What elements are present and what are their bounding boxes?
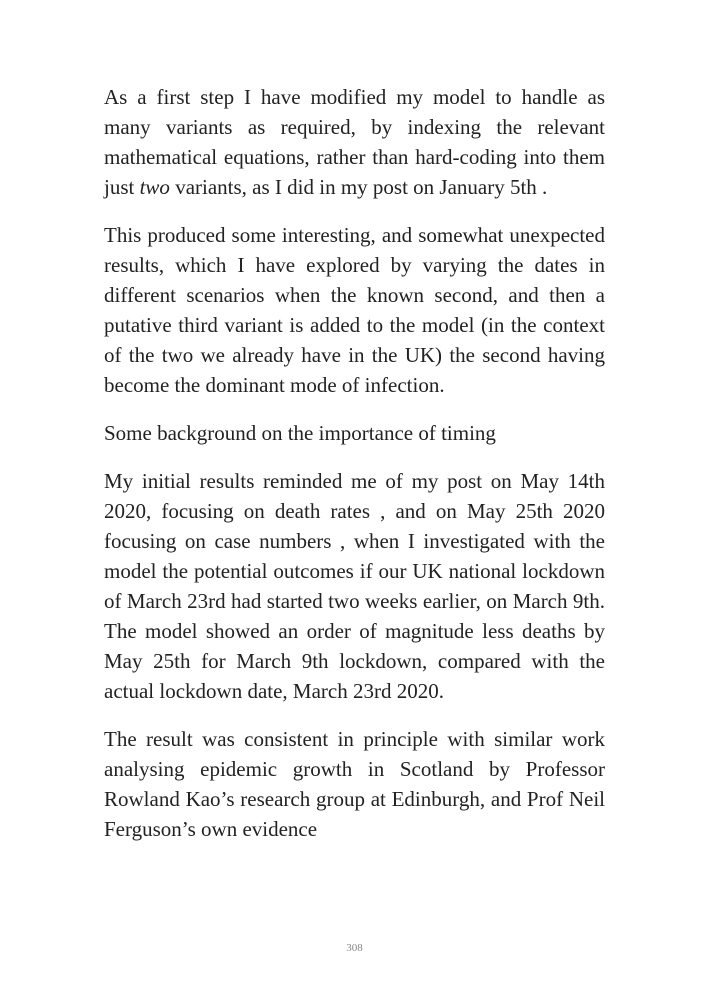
paragraph-results: This produced some interesting, and somewhat unexpected results, which I have explored by varying the dates in different scenarios when the known second, and then a putative third variant is added to the model (in the context of the two we already have in the UK) the second having become the dominant mode of infection. (104, 223, 605, 397)
paragraph-model-variants (104, 82, 605, 202)
paragraph-consistency: The result was consistent in principle with similar work analysing epidemic growth in Scotland by Professor Rowland Kao’s research group at Edinburgh, and Prof Neil Ferguson’s own evidence (104, 727, 605, 841)
emphasis-text: two (139, 175, 170, 199)
paragraph-text: As a first step I have modified my model to handle as many variants as required, by indexing the relevant mathematical equations, rather than hard-coding into them just (104, 85, 605, 199)
section-heading: Some background on the importance of timing (104, 421, 496, 445)
paragraph-text: variants, as I did in my post on January 5th . (169, 175, 548, 199)
page-number: 308 (346, 942, 363, 954)
paragraph-initial-results: My initial results reminded me of my post on May 14th 2020, focusing on death rates , and on May 25th 2020 focusing on case numbers , when I investigated with the model the potential outcomes if our UK national lockdown of March 23rd had started two weeks earlier, on March 9th. The model showed an order of magnitude less deaths by May 25th for March 9th lockdown, compared with the actual lockdown date, March 23rd 2020. (104, 469, 605, 703)
page-body (104, 82, 605, 862)
